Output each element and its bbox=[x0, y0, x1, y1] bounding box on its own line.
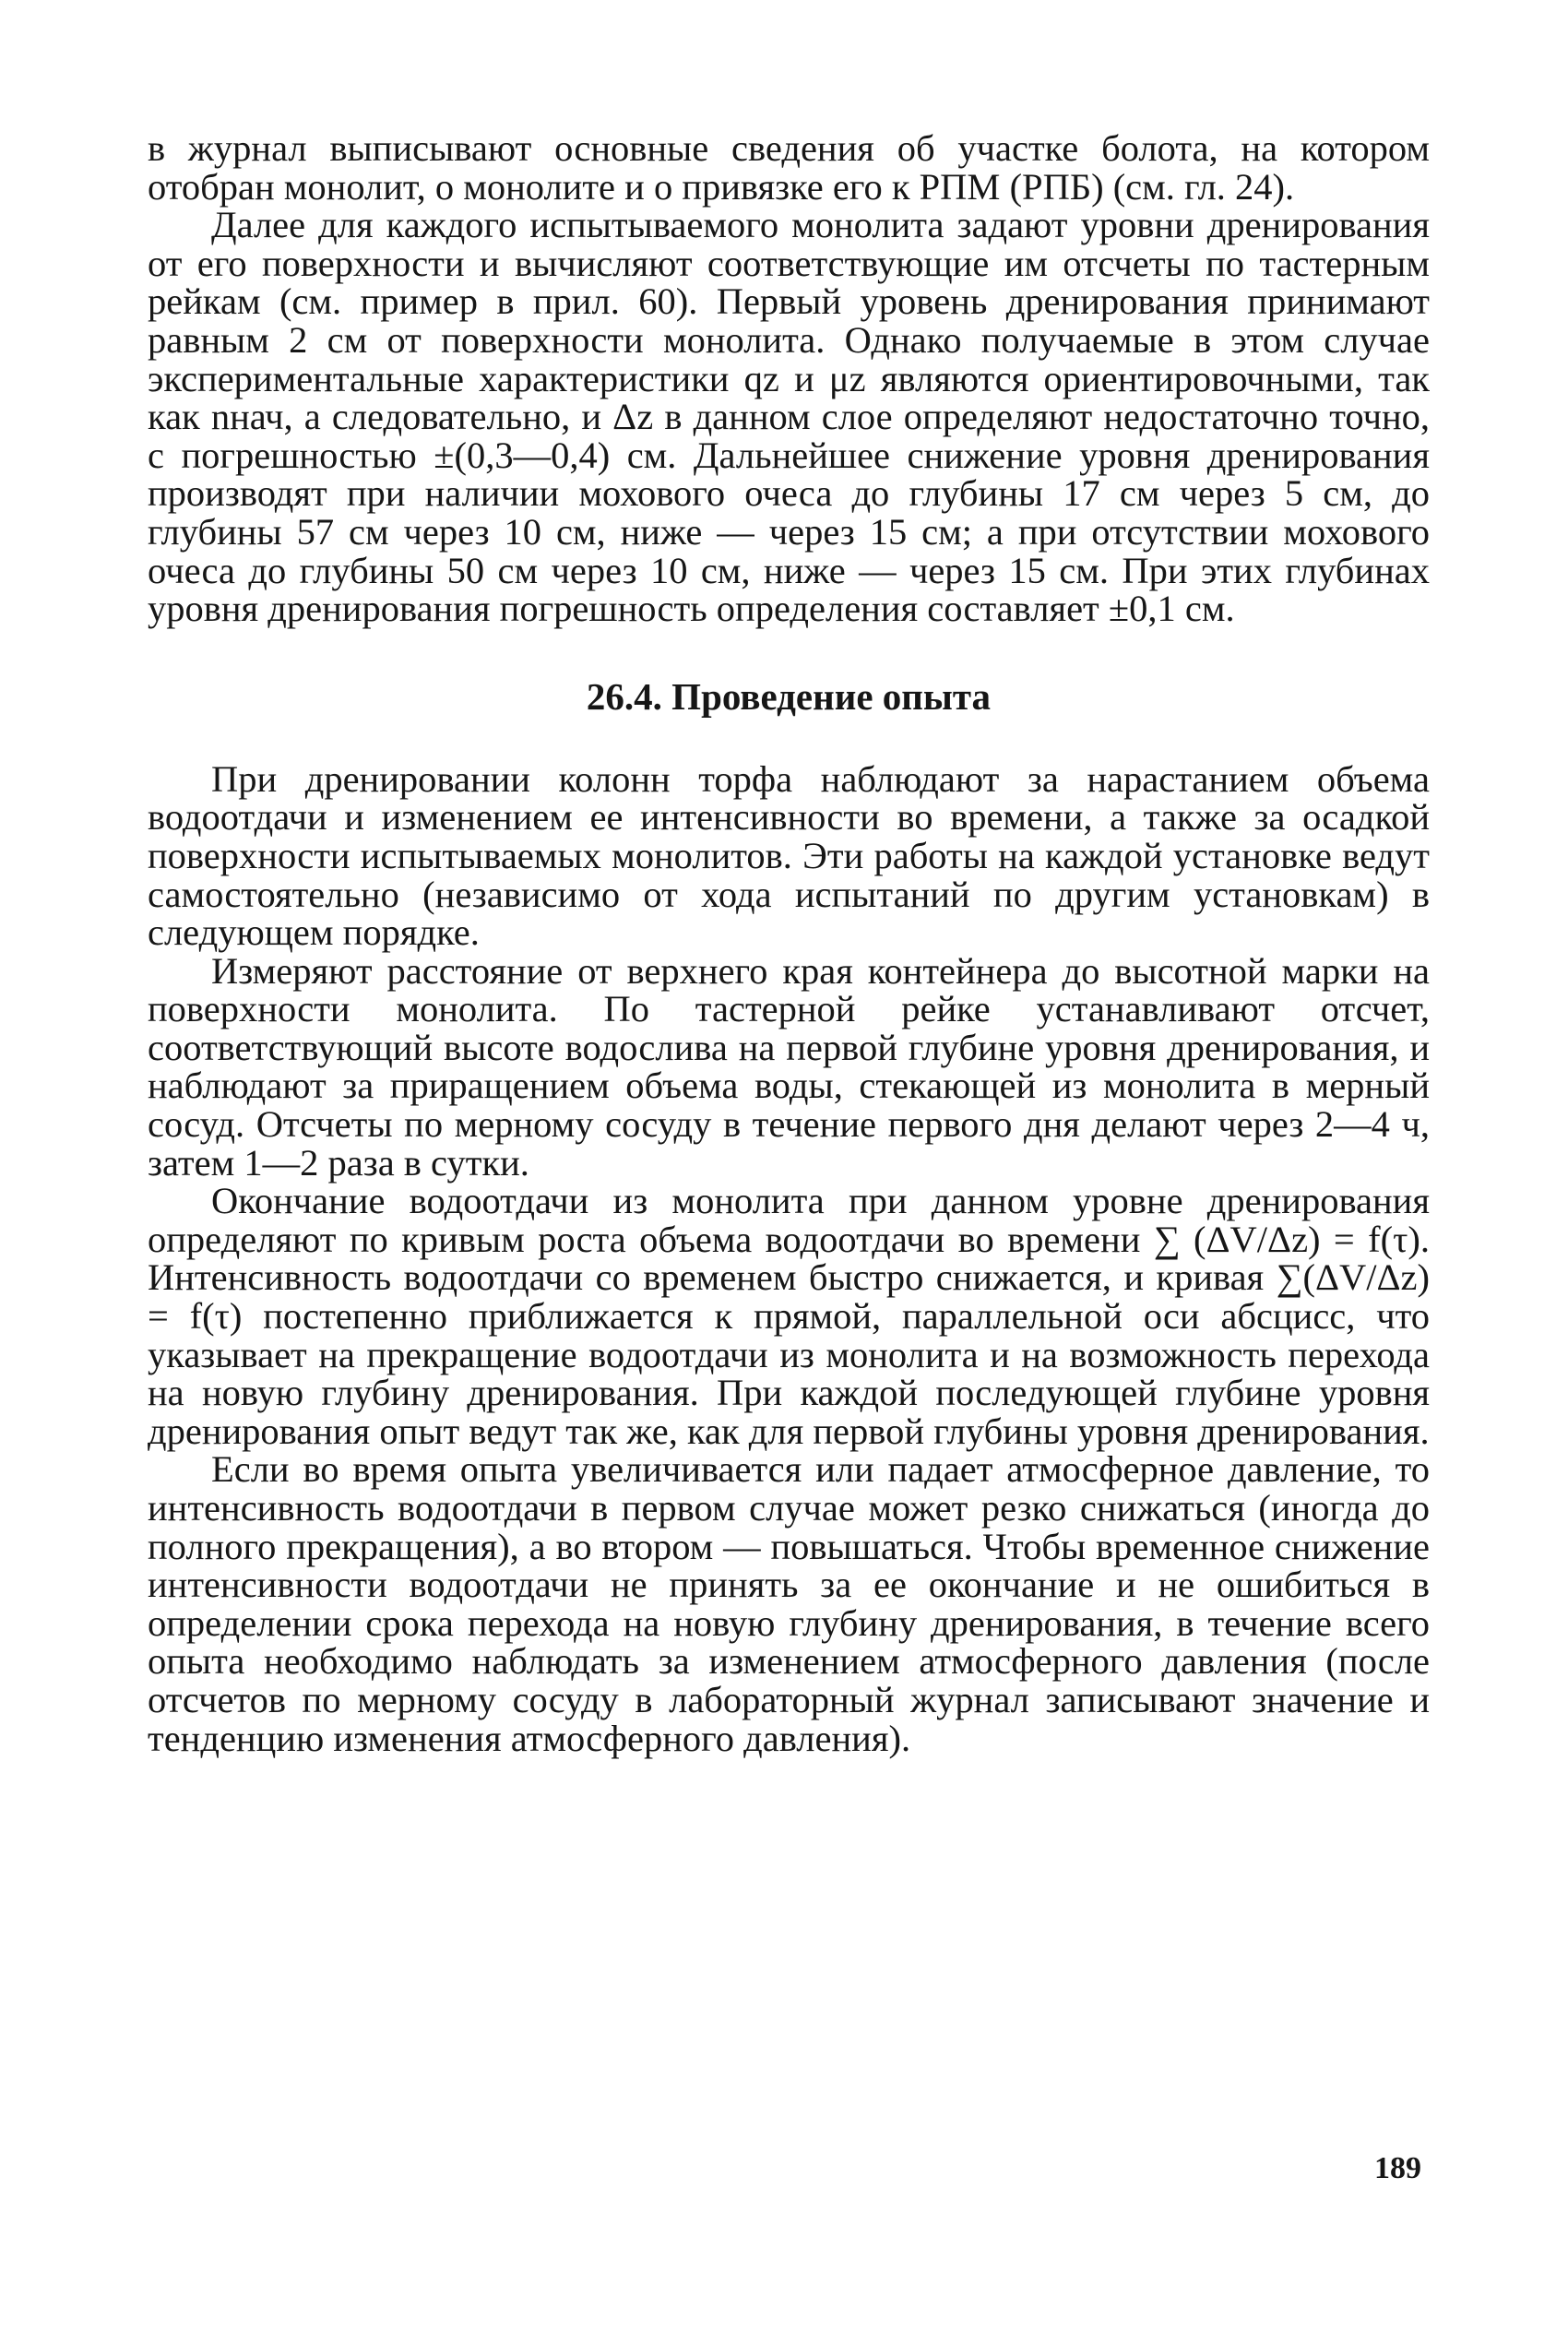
paragraph-continuation: в журнал выписывают основные сведения об участке болота, на котором отобран монолит, о монолите и о привязке его к РПМ (РПБ) (см. гл. 24). bbox=[148, 127, 1430, 208]
paragraph-measurement: Измеряют расстояние от верхнего края контейнера до высотной марки на поверхности монолита. По тастерной рейке устанавливают отсчет, соответствующий высоте водослива на первой глубине уровня дренирования, и наблюдают за приращением объема воды, стекающей из монолита в мерный сосуд. Отсчеты по мерному сосуду в течение первого дня делают через 2—4 ч, затем 1—2 раза в сутки. bbox=[148, 949, 1430, 1184]
paragraph-completion: Окончание водоотдачи из монолита при данном уровне дренирования определяют по кривым роста объема водоотдачи во времени ∑ (ΔV/Δz) = f(τ). Интенсивность водоотдачи со временем быстро снижается, и кривая ∑(ΔV/Δz) = f(τ) постепенно приближается к прямой, параллельной оси абсцисс, что указывает на прекращение водоотдачи из монолита и на возможность перехода на новую глубину дренирования. При каждой последующей глубине уровня дренирования опыт ведут так же, как для первой глубины уровня дренирования. bbox=[148, 1180, 1430, 1452]
page-body bbox=[148, 129, 1430, 1757]
paragraph-atmospheric-pressure: Если во время опыта увеличивается или падает атмосферное давление, то интенсивность водоотдачи в первом случае может резко снижаться (иногда до полного прекращения), а во втором — повышаться. Чтобы временное снижение интенсивности водоотдачи не принять за ее окончание и не ошибиться в определении срока перехода на новую глубину дренирования, в течение всего опыта необходимо наблюдать за изменением атмосферного давления (после отсчетов по мерному сосуду в лабораторный журнал записывают значение и тенденцию изменения атмосферного давления). bbox=[148, 1448, 1430, 1759]
section-heading: 26.4. Проведение опыта bbox=[586, 674, 992, 718]
paragraph-drainage-levels: Далее для каждого испытываемого монолита задают уровни дренирования от его поверхности и вычисляют соответствующие им отсчеты по тастерным рейкам (см. пример в прил. 60). Первый уровень дренирования принимают равным 2 см от поверхности монолита. Однако получаемые в этом случае экспериментальные характеристики qz и μz являются ориентировочными, так как nнач, а следовательно, и Δz в данном слое определяют недостаточно точно, с погрешностью ±(0,3—0,4) см. Дальнейшее снижение уровня дренирования производят при наличии мохового очеса до глубины 17 см через 5 см, до глубины 57 см через 10 см, ниже — через 15 см; а при отсутствии мохового очеса до глубины 50 см через 10 см, ниже — через 15 см. При этих глубинах уровня дренирования погрешность определения составляет ±0,1 см. bbox=[148, 204, 1430, 630]
page-number: 189 bbox=[1374, 2151, 1421, 2185]
paragraph-observation: При дренировании колонн торфа наблюдают за нарастанием объема водоотдачи и изменением ее интенсивности во времени, а также за осадкой поверхности испытываемых монолитов. Эти работы на каждой установке ведут самостоятельно (независимо от хода испытаний по другим установкам) в следующем порядке. bbox=[148, 757, 1430, 954]
